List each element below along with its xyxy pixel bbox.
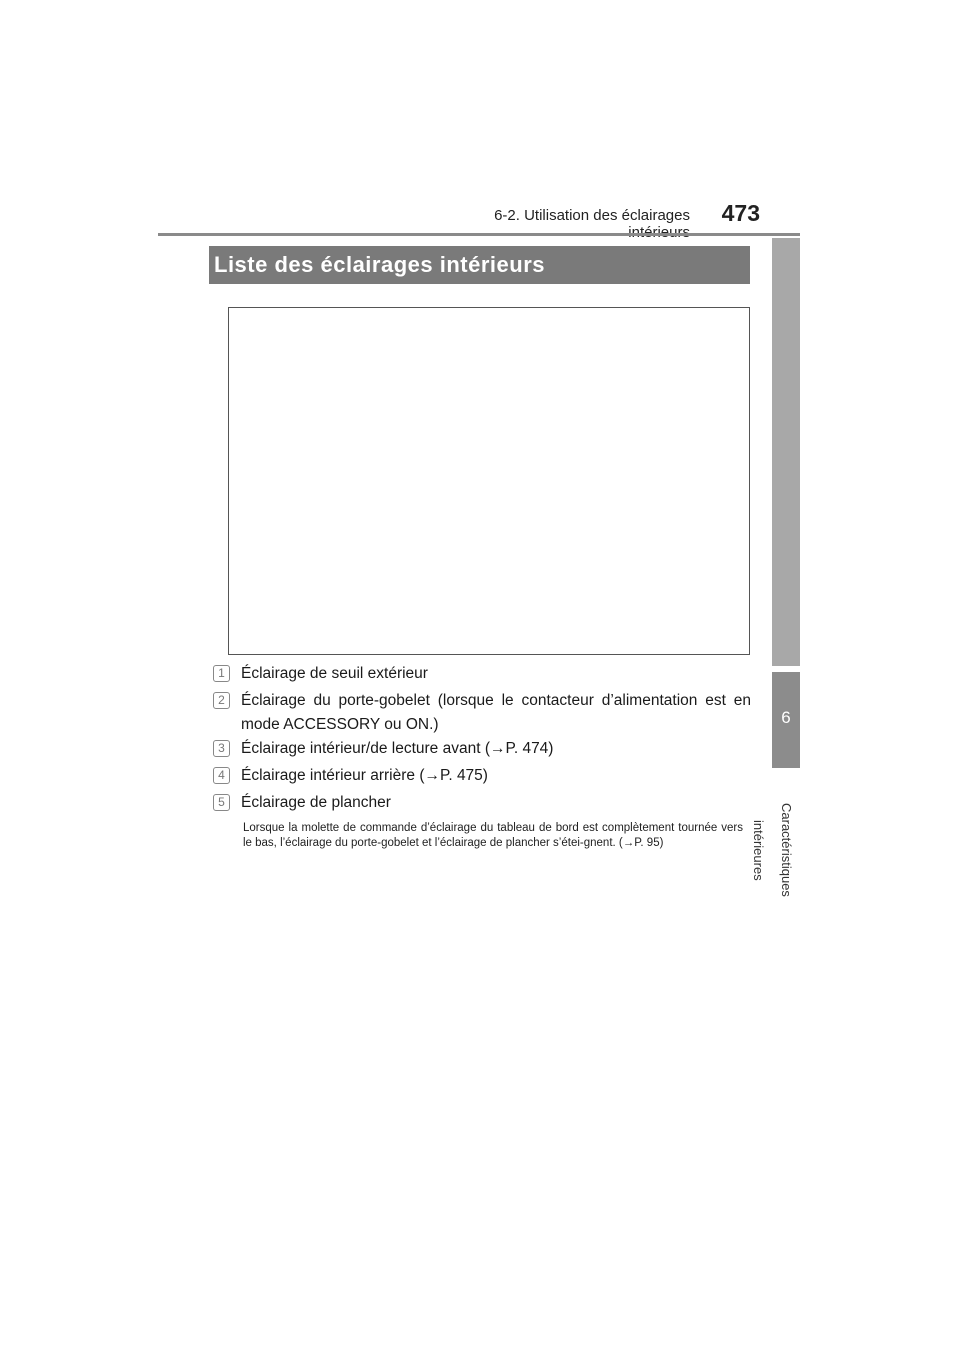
illustration-frame <box>228 307 750 655</box>
chapter-number: 6 <box>781 708 791 727</box>
chapter-title: Caractéristiques intérieures <box>751 803 794 897</box>
running-header: 6-2. Utilisation des éclairages <box>494 207 690 224</box>
item-number-badge: 5 <box>213 794 230 811</box>
item-number-badge: 4 <box>213 767 230 784</box>
item-text: Éclairage intérieur/de lecture avant (→P. 474) <box>241 740 554 757</box>
item-text: Éclairage intérieur arrière (→P. 475) <box>241 767 488 784</box>
item-text: Éclairage de plancher <box>241 794 391 811</box>
item-text: Éclairage du porte-gobelet (lorsque le contacteur d’alimentation est en mode ACCESSORY ou ON.) <box>241 692 751 733</box>
page-number: 473 <box>721 200 760 226</box>
note-paragraph: Lorsque la molette de commande d’éclairage du tableau de bord est complètement tournée vers le bas, l’éclairage du porte-gobelet et l’éclairage de plancher s’étei-gnent. (→P. 95) <box>243 822 743 849</box>
item-number-badge: 1 <box>213 665 230 682</box>
side-tab-band <box>772 238 800 666</box>
header-divider <box>158 233 800 236</box>
item-number-badge: 3 <box>213 740 230 757</box>
item-number-badge: 2 <box>213 692 230 709</box>
item-text: Éclairage de seuil extérieur <box>241 665 428 682</box>
section-title: Liste des éclairages intérieurs <box>214 252 545 277</box>
